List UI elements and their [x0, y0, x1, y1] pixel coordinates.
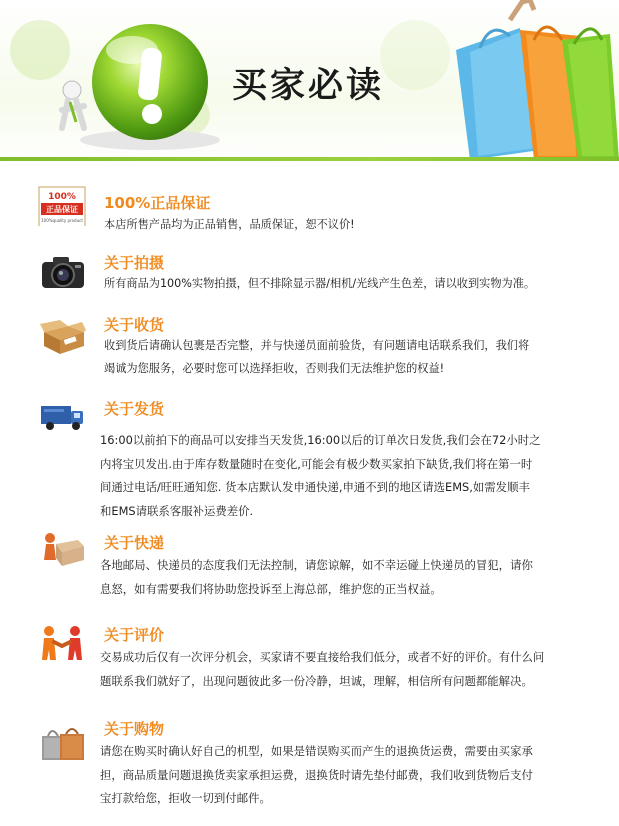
section-heading: 关于评价: [104, 626, 165, 644]
decorative-dot: [380, 20, 450, 90]
body-line: 各地邮局、快递员的态度我们无法控制，请您谅解，如不幸运碰上快递员的冒犯，请你: [100, 558, 533, 572]
body-line: 16:00以前拍下的商品可以安排当天发货,16:00以后的订单次日发货,我们会在72小时之: [100, 433, 541, 447]
body-line: 息怒，如有需要我们将协助您投诉至上海总部，维护您的正当权益。: [100, 581, 442, 596]
section-receiving: [38, 312, 598, 382]
body-line: 和EMS请联系客服补运费差价.: [100, 503, 254, 518]
section-heading: 关于快递: [104, 534, 165, 552]
section-authentic-guarantee: [38, 188, 598, 234]
section-body: [104, 272, 592, 295]
body-line: 间通过电话/旺旺通知您. 货本店默认发申通快递,申通不到的地区请选EMS,如需发顺丰: [100, 480, 530, 494]
section-body: [100, 646, 588, 693]
section-photography: [38, 250, 598, 296]
camera-icon: [38, 252, 88, 292]
delivery-truck-icon: [38, 396, 88, 436]
body-line: 交易成功后仅有一次评分机会，买家请不要直接给我们低分，或者不好的评价。有什么问: [100, 650, 545, 664]
badge-top-text: 100%: [48, 192, 76, 202]
body-line: 宝打款给您，拒收一切到付邮件。: [100, 791, 271, 805]
header-banner: [0, 0, 619, 165]
open-box-icon: [38, 316, 88, 356]
section-heading: 关于收货: [104, 316, 165, 334]
shopping-bags-icon: [38, 722, 88, 762]
body-line: 请您在购买时确认好自己的机型，如果是错误购买而产生的退换货运费，需要由买家承: [100, 744, 533, 758]
section-shopping: [38, 716, 598, 812]
exclamation-ball-icon: [40, 10, 230, 160]
body-line: 内将宝贝发出.由于库存数量随时在变化,可能会有极少数买家拍下缺货,我们将在第一时: [100, 456, 533, 471]
handshake-icon: [38, 624, 88, 664]
body-line: 所有商品为100%实物拍摄，但不排除显示器/相机/光线产生色差，请以收到实物为准。: [104, 277, 536, 290]
body-line: 竭诚为您服务，必要时您可以选择拒收，否则我们无法维护您的权益!: [104, 362, 445, 375]
section-body: [100, 554, 588, 601]
banner-divider: [0, 157, 619, 161]
section-body: [100, 429, 588, 523]
section-heading: 关于发货: [104, 400, 165, 418]
section-heading: 关于购物: [104, 720, 165, 738]
body-line: 担，商品质量问题退换货卖家承担运费，退换货时请先垫付邮费，我们收到货物后支付: [100, 767, 533, 782]
page-title: 买家必读: [232, 66, 385, 106]
section-shipping: [38, 396, 598, 520]
section-courier: [38, 530, 598, 600]
badge-bottom-text: 100%quality product: [41, 218, 83, 223]
section-heading: 100%正品保证: [104, 194, 211, 212]
section-heading: 关于拍摄: [104, 254, 165, 272]
section-body: [100, 740, 588, 811]
certificate-badge-icon: [38, 186, 88, 226]
section-reviews: [38, 622, 598, 692]
section-body: [104, 213, 592, 236]
courier-parcel-icon: [38, 530, 88, 570]
badge-mid-text: 正品保证: [46, 205, 78, 214]
body-line: 本店所售产品均为正品销售，品质保证，恕不议价!: [104, 218, 355, 231]
body-line: 收到货后请确认包裹是否完整，并与快递员面前验货，有问题请电话联系我们，我们将: [104, 339, 530, 352]
section-body: [104, 334, 592, 380]
shopping-bags-illustration: [450, 0, 619, 160]
body-line: 题联系我们就好了，出现问题彼此多一份冷静，坦诚，理解，相信所有问题都能解决。: [100, 673, 533, 688]
